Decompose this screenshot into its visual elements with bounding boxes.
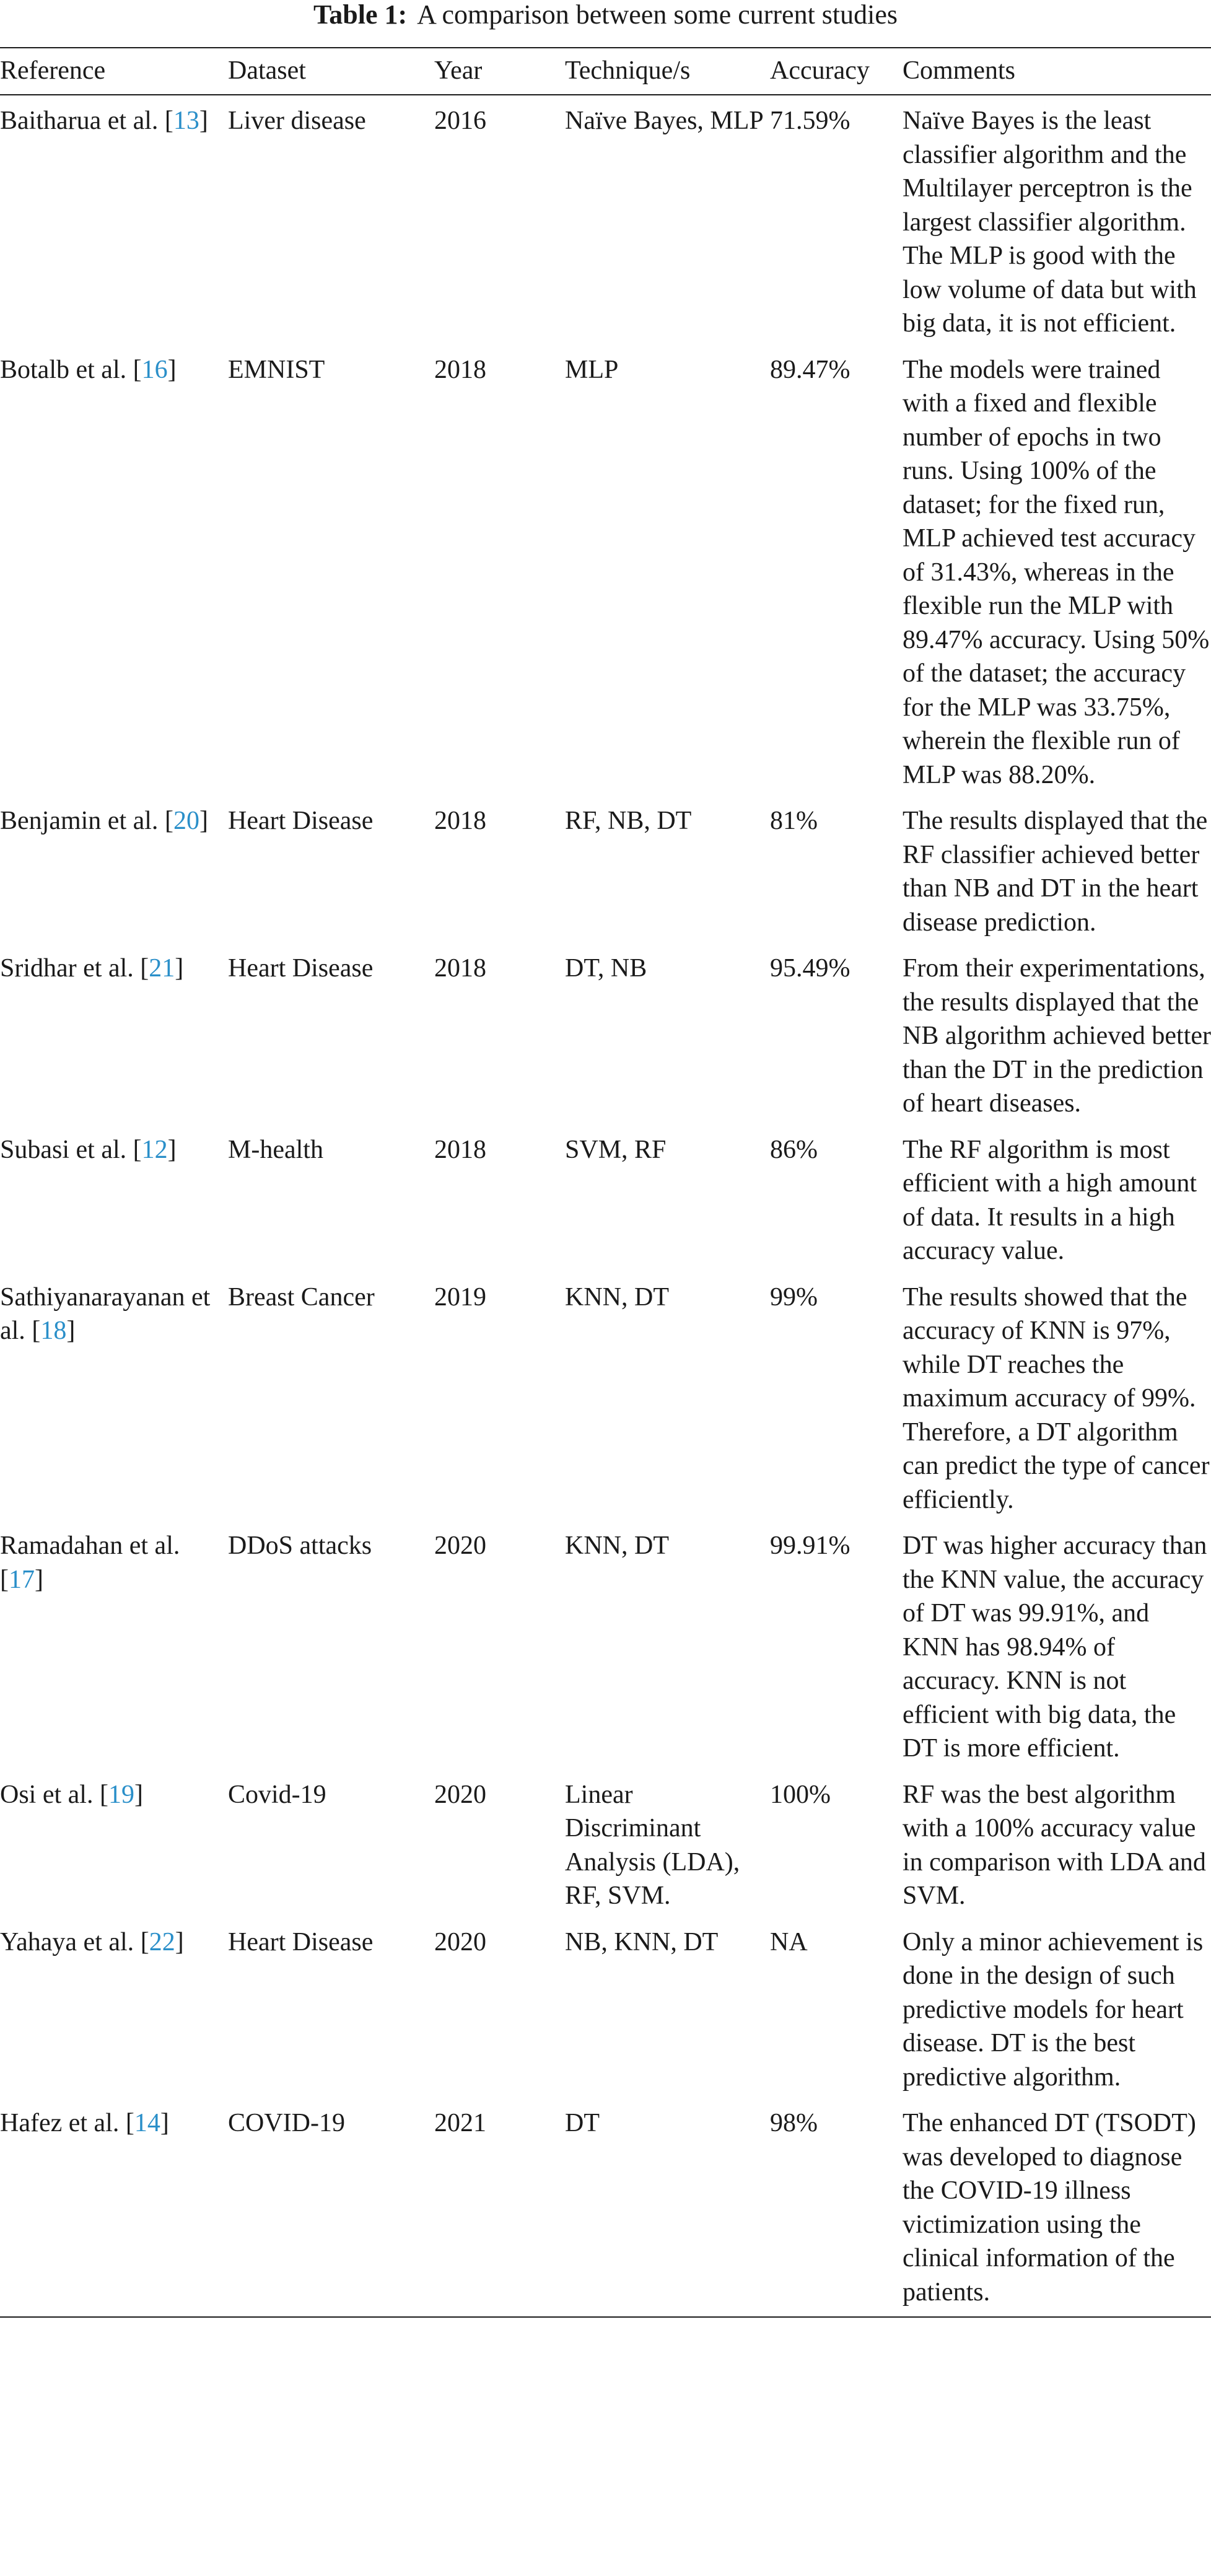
reference-author: Baitharua et al. — [0, 107, 159, 135]
cell-technique: Naïve Bayes, MLP — [565, 107, 764, 135]
cell-technique: KNN, DT — [565, 1282, 669, 1312]
cell-dataset: EMNIST — [228, 355, 325, 384]
cell-comments: Naïve Bayes is the least classifier algorithm and the Multilayer perceptron is the largest classifier algorithm. The MLP is good with the low volume of data but with big data, it is not efficient. — [903, 107, 1197, 338]
citation-link[interactable]: 19 — [108, 1780, 134, 1809]
cell-accuracy: 89.47% — [770, 355, 850, 384]
cell-reference: Ramadahan et al. [17] — [0, 1531, 180, 1594]
cell-comments: The RF algorithm is most efficient with a high amount of data. It results in a high accuracy value. — [903, 1135, 1197, 1265]
table-caption-text: A comparison between some current studies — [417, 0, 898, 30]
citation-link[interactable]: 16 — [141, 355, 168, 384]
cell-year: 2018 — [434, 954, 486, 983]
table-row — [0, 943, 1211, 1124]
cell-dataset: Liver disease — [228, 107, 366, 135]
cell-reference: Benjamin et al. [20] — [0, 807, 208, 835]
cell-reference: Yahaya et al. [22] — [0, 1927, 184, 1956]
cell-dataset: M-health — [228, 1135, 323, 1164]
table-caption — [0, 0, 1211, 37]
reference-author: Subasi et al. — [0, 1135, 127, 1164]
table-row — [0, 344, 1211, 796]
table-caption-label: Table 1: — [313, 0, 408, 30]
cell-accuracy: 99% — [770, 1282, 818, 1312]
citation-link[interactable]: 13 — [173, 107, 199, 135]
table-row — [0, 2098, 1211, 2317]
column-header-technique: Technique/s — [565, 48, 770, 95]
table-row — [0, 1917, 1211, 2098]
reference-author: Ramadahan et al. — [0, 1531, 180, 1560]
citation-link[interactable]: 14 — [134, 2109, 160, 2137]
cell-reference: Osi et al. [19] — [0, 1780, 143, 1809]
column-header-accuracy: Accuracy — [770, 48, 903, 95]
table-header-row — [0, 48, 1211, 95]
cell-accuracy: 95.49% — [770, 954, 850, 983]
cell-dataset: Breast Cancer — [228, 1282, 375, 1312]
column-header-reference: Reference — [0, 48, 228, 95]
cell-technique: KNN, DT — [565, 1531, 669, 1560]
table-row — [0, 1769, 1211, 1917]
cell-year: 2020 — [434, 1927, 486, 1956]
cell-technique: MLP — [565, 355, 619, 384]
cell-technique: RF, NB, DT — [565, 807, 692, 835]
cell-comments: The models were trained with a fixed and flexible number of epochs in two runs. Using 100% of the dataset; for the fixed run, MLP achieved test accuracy of 31.43%, whereas in the flexible run the MLP with 89.47% accuracy. Using 50% of the dataset; the accuracy for the MLP was 33.75%, wherein the flexible run of MLP was 88.20%. — [903, 355, 1210, 789]
cell-year: 2019 — [434, 1282, 486, 1312]
table-row — [0, 795, 1211, 943]
table-row — [0, 1272, 1211, 1521]
cell-technique: DT, NB — [565, 954, 647, 983]
cell-dataset: DDoS attacks — [228, 1531, 372, 1560]
cell-accuracy: 99.91% — [770, 1531, 850, 1560]
cell-technique: SVM, RF — [565, 1135, 667, 1164]
cell-comments: RF was the best algorithm with a 100% accuracy value in comparison with LDA and SVM. — [903, 1780, 1206, 1910]
cell-accuracy: 81% — [770, 807, 818, 835]
column-header-dataset: Dataset — [228, 48, 434, 95]
cell-year: 2018 — [434, 807, 486, 835]
citation-link[interactable]: 21 — [149, 954, 175, 983]
table-row — [0, 1124, 1211, 1272]
cell-reference: Subasi et al. [12] — [0, 1135, 177, 1164]
cell-accuracy: 86% — [770, 1135, 818, 1164]
cell-year: 2018 — [434, 355, 486, 384]
reference-author: Hafez et al. — [0, 2109, 120, 2137]
cell-comments: Only a minor achievement is done in the design of such predictive models for heart disease. DT is the best predictive algorithm. — [903, 1927, 1204, 2092]
cell-year: 2018 — [434, 1135, 486, 1164]
cell-year: 2020 — [434, 1780, 486, 1809]
cell-dataset: Covid-19 — [228, 1780, 326, 1809]
table-row — [0, 1520, 1211, 1769]
comparison-table — [0, 47, 1211, 2318]
cell-year: 2016 — [434, 107, 486, 135]
reference-author: Yahaya et al. — [0, 1927, 134, 1956]
reference-author: Benjamin et al. — [0, 807, 159, 835]
reference-author: Osi et al. — [0, 1780, 94, 1809]
column-header-comments: Comments — [903, 48, 1211, 95]
citation-link[interactable]: 12 — [141, 1135, 168, 1164]
cell-technique: NB, KNN, DT — [565, 1927, 719, 1956]
cell-year: 2021 — [434, 2098, 565, 2317]
citation-link[interactable]: 17 — [9, 1565, 35, 1594]
cell-comments: From their experimentations, the results displayed that the NB algorithm achieved better than the DT in the prediction of heart diseases. — [903, 954, 1211, 1118]
cell-comments: The results showed that the accuracy of KNN is 97%, while DT reaches the maximum accuracy of 99%. Therefore, a DT algorithm can predict the type of cancer efficiently. — [903, 1282, 1210, 1514]
reference-author: Sathiyanarayanan et al. — [0, 1282, 211, 1345]
cell-dataset: COVID-19 — [228, 2098, 434, 2317]
cell-dataset: Heart Disease — [228, 807, 374, 835]
cell-comments: The results displayed that the RF classifier achieved better than NB and DT in the heart disease prediction. — [903, 807, 1208, 937]
cell-reference: Sridhar et al. [21] — [0, 954, 184, 983]
cell-technique: Linear Discriminant Analysis (LDA), RF, SVM. — [565, 1780, 740, 1910]
cell-accuracy: NA — [770, 1927, 808, 1956]
cell-comments: DT was higher accuracy than the KNN value, the accuracy of DT was 99.91%, and KNN has 98.94% of accuracy. KNN is not efficient with big data, the DT is more efficient. — [903, 1531, 1207, 1763]
cell-accuracy: 100% — [770, 1780, 831, 1809]
cell-year: 2020 — [434, 1531, 486, 1560]
cell-accuracy: 98% — [770, 2098, 903, 2317]
citation-link[interactable]: 22 — [149, 1927, 175, 1956]
table-row — [0, 95, 1211, 344]
table-body — [0, 95, 1211, 2317]
citation-link[interactable]: 20 — [173, 807, 199, 835]
column-header-year: Year — [434, 48, 565, 95]
cell-reference: Sathiyanarayanan et al. [18] — [0, 1282, 211, 1345]
citation-link[interactable]: 18 — [40, 1316, 67, 1345]
cell-comments: The enhanced DT (TSODT) was developed to diagnose the COVID-19 illness victimization using the clinical information of the patients. — [903, 2098, 1211, 2317]
cell-reference: Hafez et al. [14] — [0, 2098, 228, 2317]
cell-reference: Botalb et al. [16] — [0, 355, 177, 384]
reference-author: Sridhar et al. — [0, 954, 134, 983]
reference-author: Botalb et al. — [0, 355, 127, 384]
cell-technique: DT — [565, 2098, 770, 2317]
cell-accuracy: 71.59% — [770, 107, 850, 135]
cell-dataset: Heart Disease — [228, 1927, 374, 1956]
cell-dataset: Heart Disease — [228, 954, 374, 983]
cell-reference: Baitharua et al. [13] — [0, 107, 208, 135]
